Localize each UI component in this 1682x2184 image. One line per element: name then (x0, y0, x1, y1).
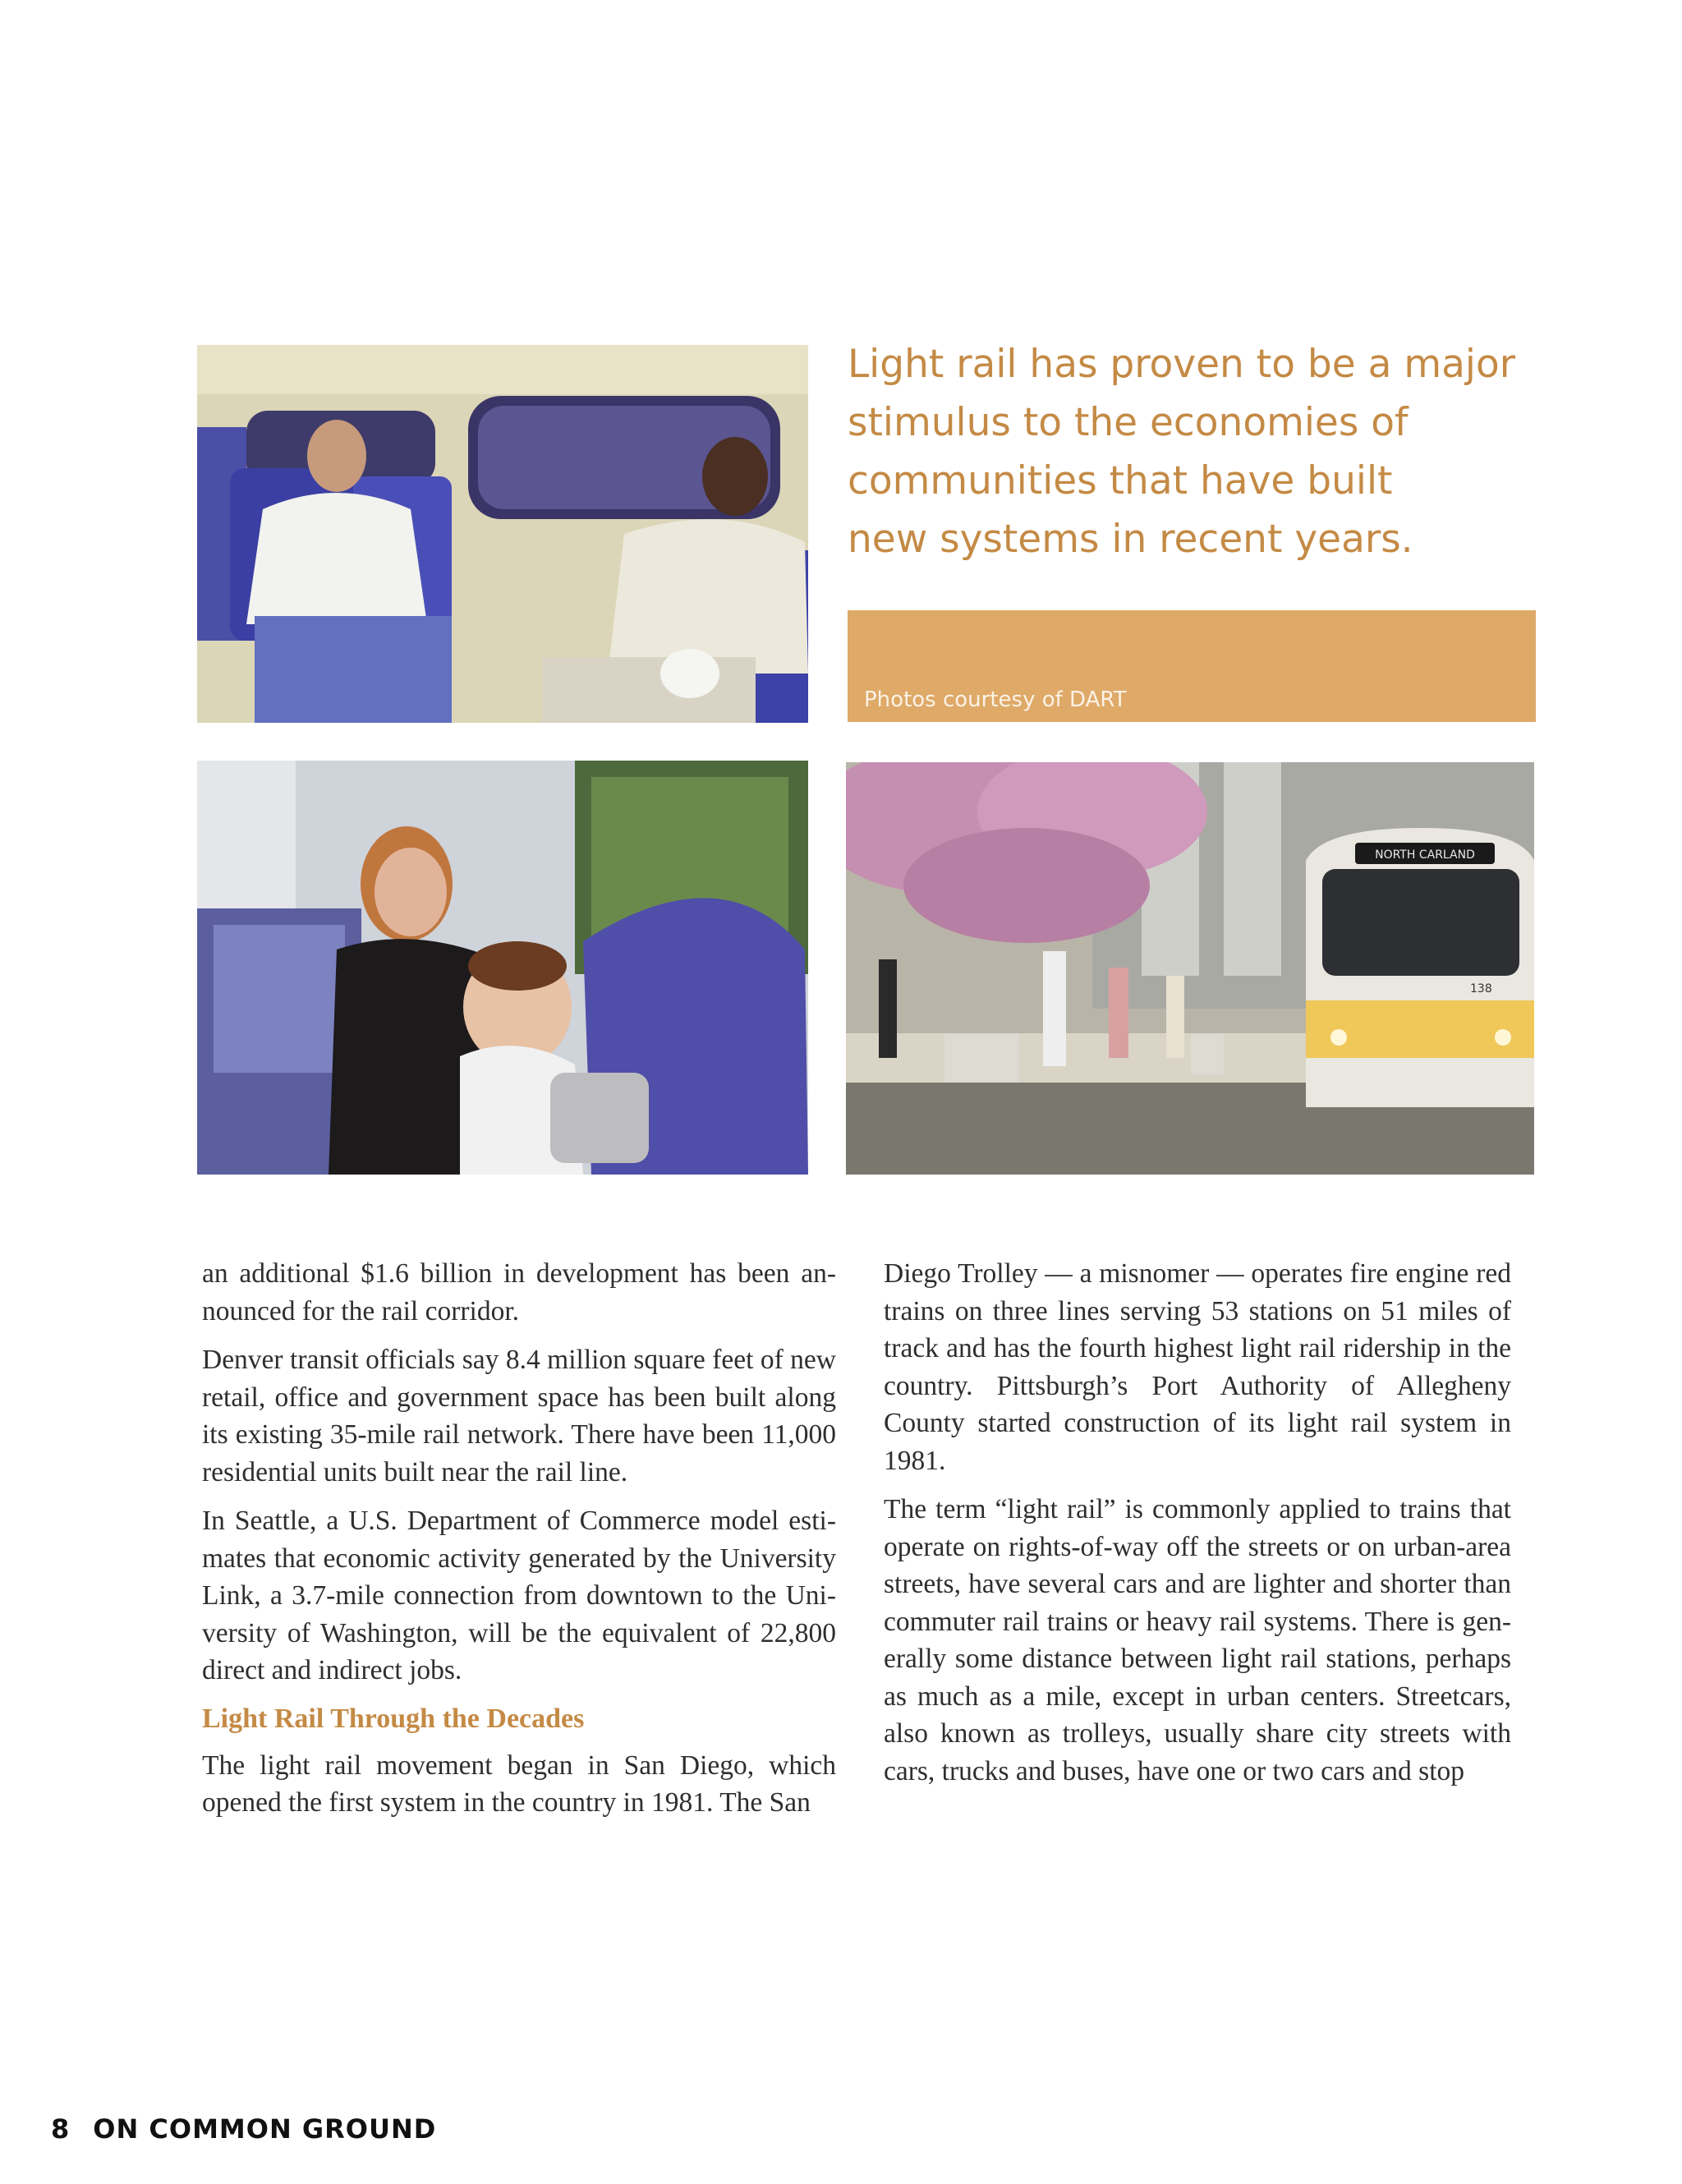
page-footer (51, 2113, 436, 2145)
photo-station-platform (846, 762, 1534, 1175)
body-column-left (202, 1255, 836, 1833)
photo-mother-child (197, 761, 808, 1175)
section-heading: Light Rail Through the Decades (202, 1703, 585, 1734)
photo-train-interior (197, 345, 808, 723)
pull-quote-line: new systems in recent years. (848, 517, 1413, 562)
page-number: 8 (51, 2113, 71, 2145)
body-column-right (884, 1255, 1511, 1801)
paragraph: Diego Trolley — a misnomer — operates fire engine red trains on three lines serving 53 stations on 51 miles of track and has the fourth highest light rail ridership in the country. Pittsburgh’s Port Authority of Allegheny County started construction of its light rail system in 1981. (884, 1258, 1511, 1476)
pull-quote-line: communities that have built (848, 458, 1393, 503)
train-number: 138 (1470, 982, 1492, 995)
photo-credit-box (848, 610, 1536, 722)
paragraph: an additional $1.6 billion in development has been announced for the rail corridor. (202, 1258, 836, 1326)
paragraph: In Seattle, a U.S. Department of Commerce model estimates that economic activity generated by the University Link, a 3.7-mile connection from downtown to the University of Washington, will be the equivalent of 22,800 direct and indirect jobs. (202, 1506, 836, 1685)
pull-quote-line: Light rail has proven to be a major (848, 342, 1516, 387)
pull-quote-line: stimulus to the economies of (848, 400, 1409, 445)
publication-title: ON COMMON GROUND (93, 2113, 437, 2145)
pull-quote (848, 335, 1537, 568)
photo-credit: Photos courtesy of DART (864, 687, 1127, 712)
paragraph: Denver transit officials say 8.4 million square feet of new retail, office and government space has been built along its existing 35-mile rail network. There have been 11,000 residential units built near the rail line. (202, 1345, 836, 1487)
train-sign: NORTH CARLAND (1375, 848, 1475, 862)
paragraph: The light rail movement began in San Diego, which opened the first system in the country in 1981. The San (202, 1749, 836, 1818)
paragraph: The term “light rail” is commonly applied to trains that operate on rights-of-way off the streets or on urban-area streets, have several cars and are lighter and shorter than commuter rail trains or heavy rail systems. There is generally some distance between light rail stations, perhaps as much as a mile, except in urban centers. Streetcars, also known as trolleys, usually share city streets with cars, trucks and buses, have one or two cars and stop (884, 1494, 1511, 1786)
